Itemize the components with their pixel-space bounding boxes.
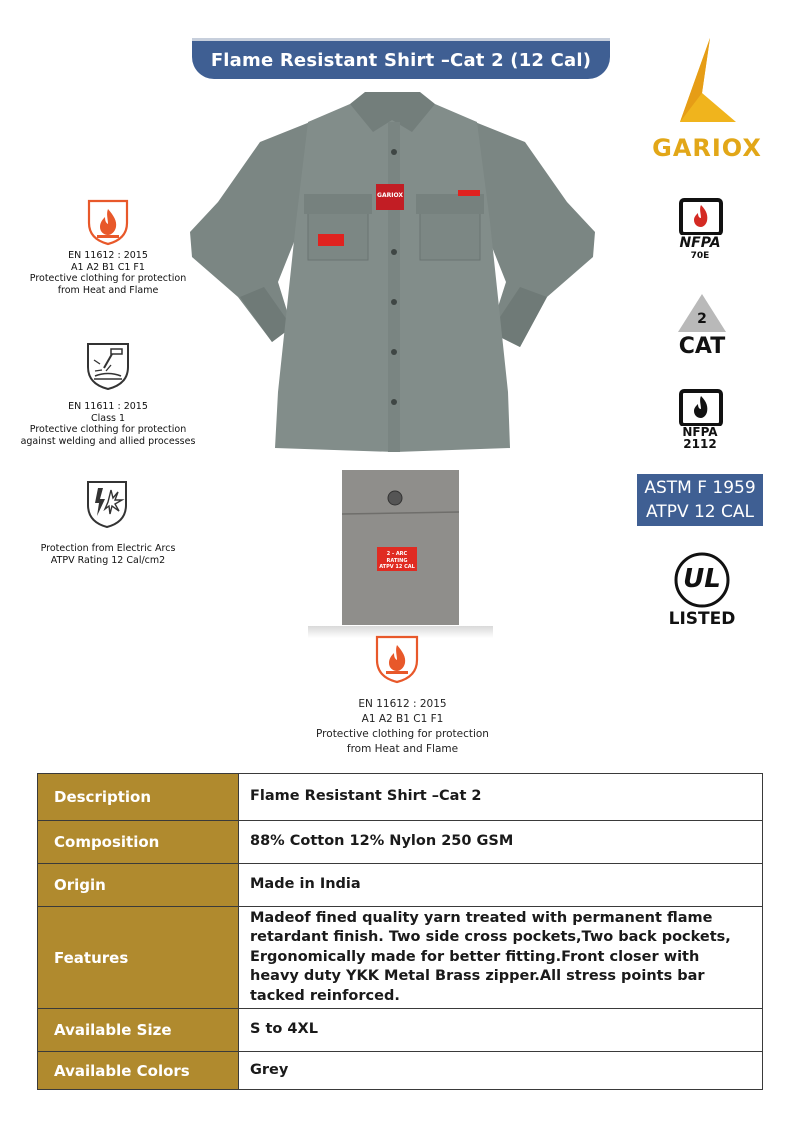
- nfpa-top: NFPA: [682, 425, 718, 439]
- table-row: [38, 821, 763, 864]
- row-key: Origin: [38, 864, 239, 907]
- row-value: S to 4XL: [239, 1009, 763, 1052]
- nfpa-bottom: 70E: [690, 251, 710, 261]
- nfpa-flame-icon: [678, 197, 724, 235]
- row-value: 88% Cotton 12% Nylon 250 GSM: [239, 821, 763, 864]
- brand-name: GARIOX: [652, 134, 762, 162]
- title-banner-wrap: [192, 38, 610, 80]
- caption-line: EN 11612 : 2015: [68, 250, 148, 261]
- row-key: Composition: [38, 821, 239, 864]
- gariox-logo-icon: [672, 38, 742, 126]
- row-value: Grey: [239, 1052, 763, 1090]
- caption-line: A1 A2 B1 C1 F1: [71, 261, 145, 273]
- caption-line: A1 A2 B1 C1 F1: [361, 713, 444, 725]
- closeup-label: [377, 551, 417, 571]
- ul-listed-label: LISTED: [668, 609, 736, 629]
- page-title: Flame Resistant Shirt –Cat 2 (12 Cal): [192, 38, 610, 79]
- fabric-closeup-image: [342, 470, 459, 625]
- caption-line: Protective clothing for protection: [316, 728, 489, 740]
- row-value: Made in India: [239, 864, 763, 907]
- caption-line: from Heat and Flame: [346, 743, 459, 755]
- caption-line: Protective clothing for protection: [29, 424, 187, 435]
- caption-line: Protection from Electric Arcs: [40, 543, 176, 554]
- cat-number: 2: [697, 311, 707, 327]
- row-key: Features: [38, 907, 239, 1009]
- center-symbol-caption: [300, 697, 505, 757]
- nfpa-flame-icon: [678, 388, 724, 426]
- row-key: Description: [38, 774, 239, 821]
- table-row: [38, 907, 763, 1009]
- table-row: [38, 864, 763, 907]
- nfpa-bottom: 2112: [683, 437, 717, 451]
- caption-line: against welding and allied processes: [20, 435, 196, 447]
- nfpa-70e-label: [660, 236, 740, 261]
- closeup-label-line: ATPV 12 CAL: [379, 564, 415, 570]
- shirt-image: [190, 92, 595, 452]
- caption-line: ATPV Rating 12 Cal/cm2: [50, 554, 166, 566]
- ul-mark: UL: [683, 564, 721, 594]
- welding-shield-icon: [84, 340, 132, 392]
- row-key: Available Size: [38, 1009, 239, 1052]
- caption-line: Class 1: [90, 412, 126, 424]
- row-value: Madeof fined quality yarn treated with permanent flame retardant finish. Two side cross pockets,Two back pockets, Ergonomically made for better fitting.Front closer with heavy duty YKK Metal Brass zipper.All stress points bar tacked reinforced.: [239, 907, 763, 1009]
- row-value: Flame Resistant Shirt –Cat 2: [239, 774, 763, 821]
- astm-line: ATPV 12 CAL: [646, 502, 754, 522]
- symbol-caption-welding: [10, 401, 206, 447]
- closeup-label-line: 2 - ARC RATING: [386, 551, 408, 564]
- electric-arc-shield-icon: [84, 478, 130, 530]
- nfpa-2112-label: [660, 426, 740, 450]
- nfpa-top: NFPA: [679, 235, 721, 251]
- table-row: [38, 774, 763, 821]
- shirt-tag-brand: GARIOX: [377, 192, 403, 199]
- row-key: Available Colors: [38, 1052, 239, 1090]
- spec-table: [37, 773, 763, 1090]
- astm-line: ASTM F 1959: [644, 478, 756, 498]
- table-row: [38, 1009, 763, 1052]
- table-row: [38, 1052, 763, 1090]
- caption-line: EN 11611 : 2015: [68, 401, 148, 412]
- flame-shield-icon: [85, 197, 131, 247]
- caption-line: Protective clothing for protection: [29, 273, 187, 284]
- caption-line: EN 11612 : 2015: [358, 698, 447, 710]
- caption-line: from Heat and Flame: [57, 284, 159, 296]
- symbol-caption-electric-arc: [20, 543, 196, 566]
- cat-label: CAT: [678, 334, 726, 359]
- astm-badge: [637, 474, 763, 526]
- flame-shield-icon: [373, 633, 421, 685]
- symbol-caption-heat-flame: [20, 250, 196, 296]
